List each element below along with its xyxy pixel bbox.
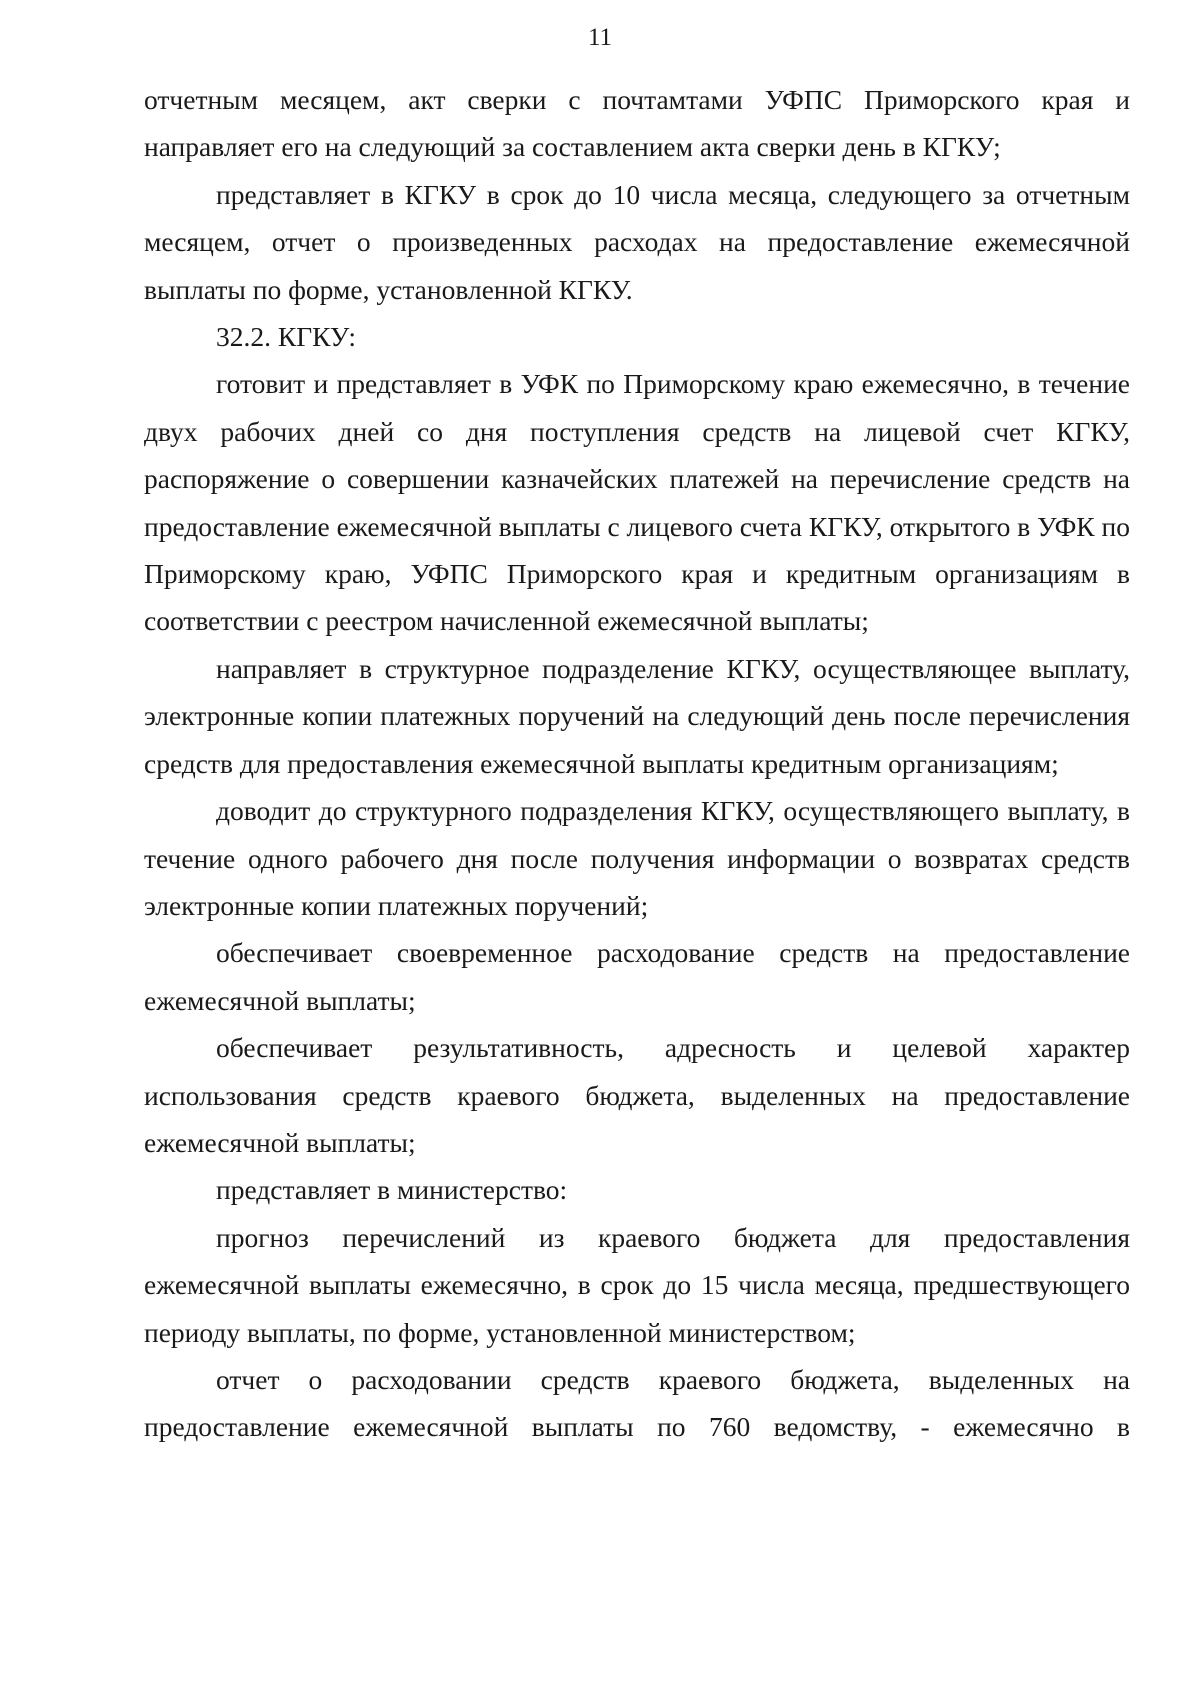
paragraph-forecast: прогноз перечислений из краевого бюджета для предоставления ежемесячной выплаты ежемесячно, в срок до 15 числа месяца, предшествующего периоду выплаты, по форме, установленной министерством; bbox=[144, 1221, 1130, 1348]
section-heading-32-2: 32.2. КГКУ: bbox=[216, 321, 356, 353]
paragraph-spending-report: отчет о расходовании средств краевого бюджета, выделенных на предоставление ежемесячной выплаты по 760 ведомству, - ежемесячно в bbox=[144, 1363, 1130, 1443]
document-body bbox=[144, 76, 1130, 1451]
paragraph-effectiveness: обеспечивает результативность, адресность и целевой характер использования средств краевого бюджета, выделенных на предоставление ежемесячной выплаты; bbox=[144, 1032, 1130, 1158]
paragraph-payment-order: готовит и представляет в УФК по Приморскому краю ежемесячно, в течение двух рабочих дней со дня поступления средств на лицевой счет КГКУ, распоряжение о совершении казначейских платежей на перечисление средств на предоставление ежемесячной выплаты с лицевого счета КГКУ, открытого в УФК по Приморскому краю, УФПС Приморского края и кредитным организациям в соответствии с реестром начисленной ежемесячной выплаты; bbox=[144, 368, 1130, 637]
paragraph-timely-spending: обеспечивает своевременное расходование средств на предоставление ежемесячной выплаты; bbox=[144, 937, 1130, 1016]
paragraph-report-deadline: представляет в КГКУ в срок до 10 числа месяца, следующего за отчетным месяцем, отчет о произведенных расходах на предоставление ежемесячной выплаты по форме, установленной КГКУ. bbox=[144, 178, 1130, 305]
paragraph-electronic-copies: направляет в структурное подразделение КГКУ, осуществляющее выплату, электронные копии платежных поручений на следующий день после перечисления средств для предоставления ежемесячной выплаты кредитным организациям; bbox=[144, 652, 1130, 779]
paragraph-submits-to-ministry: представляет в министерство: bbox=[216, 1174, 568, 1206]
page-number: 11 bbox=[587, 24, 613, 51]
paragraph-continuation: отчетным месяцем, акт сверки с почтамтами УФПС Приморского края и направляет его на следующий за составлением акта сверки день в КГКУ; bbox=[144, 84, 1130, 163]
paragraph-returns-info: доводит до структурного подразделения КГКУ, осуществляющего выплату, в течение одного рабочего дня после получения информации о возвратах средств электронные копии платежных поручений; bbox=[144, 795, 1130, 921]
